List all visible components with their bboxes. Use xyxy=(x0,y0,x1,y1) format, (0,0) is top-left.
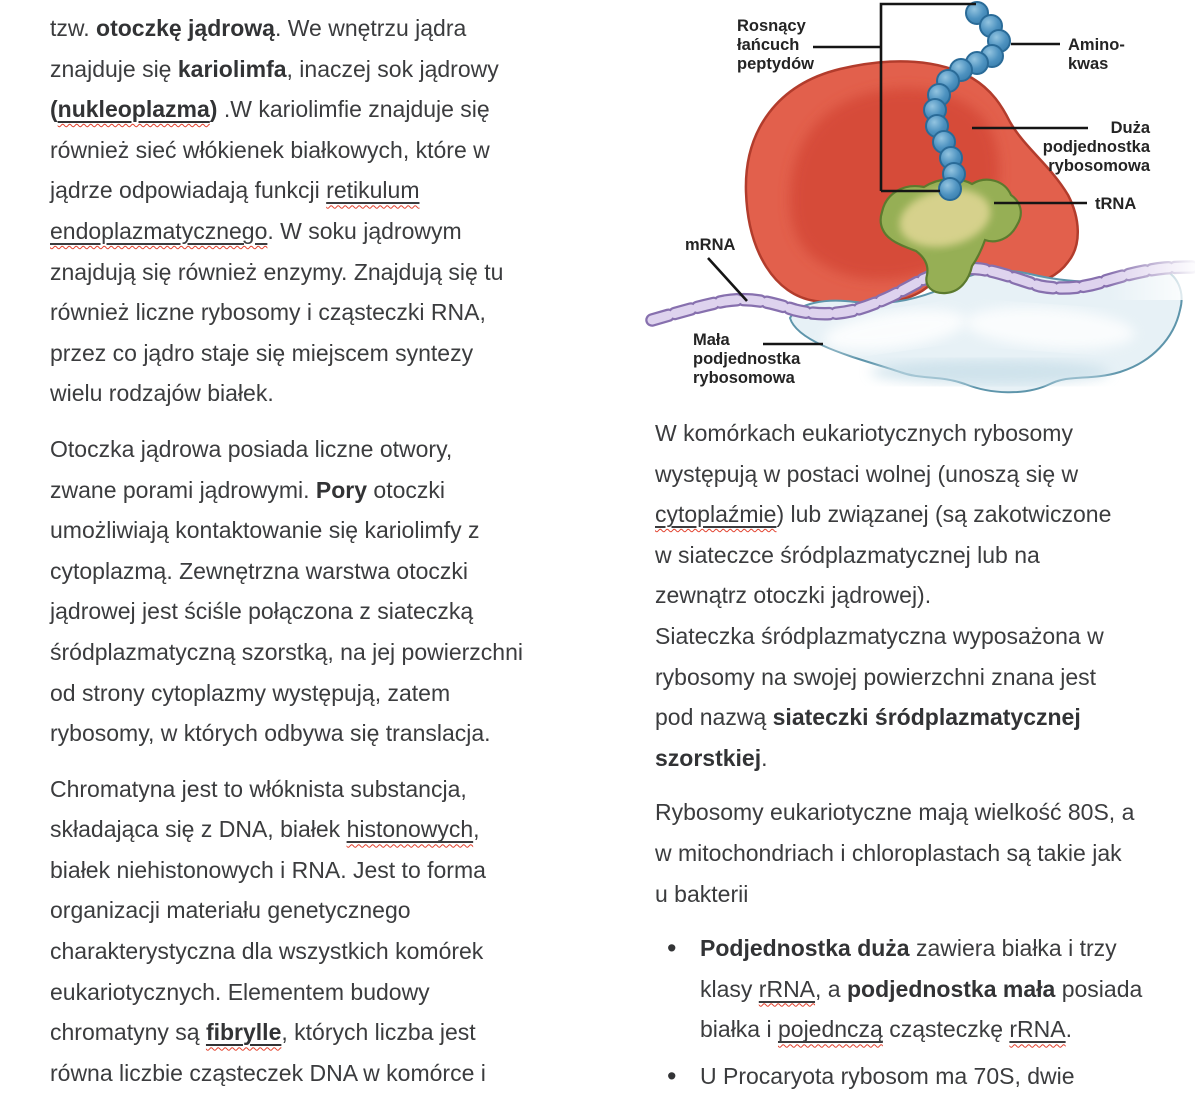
misspelled-term: nukleoplazma xyxy=(57,96,210,123)
text-line xyxy=(50,170,610,211)
text-run: . We wnętrzu jądra xyxy=(274,15,467,41)
text-run: Chromatyna jest to włóknista substancja, xyxy=(50,775,467,802)
text-line xyxy=(50,8,610,49)
right-text-column xyxy=(655,413,1195,1103)
misspelled-term: rRNA xyxy=(758,975,816,1002)
text-run: cytoplazmą. Zewnętrzna warstwa otoczki xyxy=(50,557,468,584)
text-run: , xyxy=(473,816,480,843)
text-run: jądrowej jest ściśle połączona z siateczką xyxy=(50,598,474,625)
text-line xyxy=(655,697,1195,738)
text-run: . W soku jądrowym xyxy=(267,217,462,244)
text-line xyxy=(50,429,610,470)
left-text-column xyxy=(50,8,610,1108)
text-run: zawiera białka i trzy xyxy=(909,935,1117,962)
text-run: białka i xyxy=(700,1016,778,1043)
text-run: zewnątrz otoczki jądrowej). xyxy=(655,582,932,609)
label-growing-chain: Rosnący xyxy=(737,17,806,35)
bold-term: kariolimfa xyxy=(177,55,287,82)
text-run: u bakterii xyxy=(655,880,749,907)
text-run: eukariotycznych. Elementem budowy xyxy=(50,978,430,1005)
text-run: pod nazwą xyxy=(655,704,773,731)
label-trna: tRNA xyxy=(1095,195,1137,213)
underlined-term xyxy=(326,177,419,203)
label-growing-chain: łańcuch xyxy=(737,36,800,54)
text-line xyxy=(700,1009,1195,1050)
text-run: organizacji materiału genetycznego xyxy=(50,897,411,924)
bold-term: Pory xyxy=(315,476,368,503)
text-run: równa liczbie cząsteczek DNA w komórce i xyxy=(50,1059,486,1086)
label-mrna: mRNA xyxy=(685,236,736,254)
text-line xyxy=(50,769,610,810)
text-run: jądrze odpowiadają funkcji xyxy=(50,177,327,204)
text-run: umożliwiają kontaktowanie się kariolimfy z xyxy=(50,517,480,544)
text-run: składająca się z DNA, białek xyxy=(50,816,347,843)
paragraph xyxy=(655,792,1195,914)
text-line xyxy=(50,211,610,252)
text-line xyxy=(655,657,1195,698)
label-amino-acid: kwas xyxy=(1068,55,1109,73)
text-line xyxy=(50,591,610,632)
underlined-term xyxy=(1009,1016,1065,1042)
bold-term: siateczki śródplazmatycznej xyxy=(772,704,1081,731)
text-line xyxy=(50,551,610,592)
text-line xyxy=(50,673,610,714)
text-line xyxy=(50,713,610,754)
misspelled-term: retikulum xyxy=(326,177,420,204)
underlined-term xyxy=(655,501,776,527)
text-line xyxy=(655,413,1195,454)
text-run: w siateczce śródplazmatycznej lub na xyxy=(655,541,1040,568)
text-line xyxy=(50,510,610,551)
text-run: , a xyxy=(815,975,847,1002)
text-line xyxy=(50,972,610,1013)
text-run: białek niehistonowych i RNA. Jest to forma xyxy=(50,856,486,883)
text-run: . xyxy=(761,744,768,771)
text-line xyxy=(50,1012,610,1053)
text-run: , których liczba jest xyxy=(281,1019,476,1046)
text-line xyxy=(655,454,1195,495)
text-run: . xyxy=(1065,1016,1073,1043)
paragraph xyxy=(655,413,1195,778)
text-line xyxy=(50,632,610,673)
text-run: Otoczka jądrowa posiada liczne otwory, xyxy=(50,435,453,462)
label-small-subunit: podjednostka xyxy=(693,350,801,368)
text-line xyxy=(655,535,1195,576)
text-run: chromatyny są xyxy=(50,1019,206,1046)
text-run: , inaczej sok jądrowy xyxy=(286,55,499,82)
text-line xyxy=(50,373,610,414)
text-line xyxy=(50,89,610,130)
text-run: od strony cytoplazmy występują, zatem xyxy=(50,679,451,706)
text-run: znajduje się xyxy=(50,55,178,82)
ribosome-diagram xyxy=(640,0,1195,400)
text-run: klasy xyxy=(700,975,759,1002)
underlined-term xyxy=(347,816,474,842)
text-run: ) lub związanej (są zakotwiczone xyxy=(776,501,1112,528)
text-run: Siateczka śródplazmatyczna wyposażona w xyxy=(655,622,1104,649)
underlined-term xyxy=(759,976,815,1002)
text-run: tzw. xyxy=(50,15,97,41)
text-line xyxy=(50,252,610,293)
underlined-term xyxy=(58,96,210,122)
text-line xyxy=(700,928,1195,969)
bold-term: ( xyxy=(50,96,58,123)
text-run: otoczki xyxy=(367,476,445,503)
text-line xyxy=(50,130,610,171)
misspelled-term: cytoplaźmie xyxy=(655,501,777,528)
text-line xyxy=(655,575,1195,616)
text-line xyxy=(50,292,610,333)
small-subunit-shade xyxy=(870,360,1110,384)
paragraph xyxy=(50,429,610,754)
text-line xyxy=(50,809,610,850)
text-line xyxy=(655,792,1195,833)
text-line xyxy=(50,470,610,511)
label-small-subunit: rybosomowa xyxy=(693,369,795,387)
text-line xyxy=(655,874,1195,915)
text-run: przez co jądro staje się miejscem syntezy xyxy=(50,339,474,366)
text-run: zwane porami jądrowymi. xyxy=(50,476,316,503)
text-run: wielu rodzajów białek. xyxy=(50,380,274,407)
bullet-item xyxy=(655,1056,1195,1097)
underlined-term xyxy=(206,1019,281,1045)
text-line xyxy=(655,833,1195,874)
text-line xyxy=(50,890,610,931)
text-line xyxy=(700,1056,1195,1097)
text-run: również liczne rybosomy i cząsteczki RNA, xyxy=(50,299,486,326)
text-run: posiada xyxy=(1055,975,1143,1002)
bold-term: podjednostka mała xyxy=(847,975,1056,1002)
text-run: W komórkach eukariotycznych rybosomy xyxy=(655,420,1073,446)
text-run: rybosomy na swojej powierzchni znana jest xyxy=(655,663,1097,690)
text-run: znajdują się również enzymy. Znajdują się tu xyxy=(50,258,504,285)
text-run: charakterystyczna dla wszystkich komórek xyxy=(50,938,484,965)
text-run: w mitochondriach i chloroplastach są takie jak xyxy=(655,839,1122,866)
label-large-subunit: Duża xyxy=(1110,119,1150,137)
text-run: cząsteczkę xyxy=(882,1016,1010,1043)
label-growing-chain: peptydów xyxy=(737,55,814,73)
text-line xyxy=(655,494,1195,535)
text-run: .W kariolimfie znajduje się xyxy=(217,96,490,123)
bullet-item xyxy=(655,928,1195,1050)
text-run: śródplazmatyczną szorstką, na jej powierzchni xyxy=(50,638,523,665)
text-run: występują w postaci wolnej (unoszą się w xyxy=(655,460,1079,487)
misspelled-term: rRNA xyxy=(1009,1016,1066,1043)
bold-term: ) xyxy=(209,96,218,123)
paragraph xyxy=(50,769,610,1094)
bold-term: otoczkę jądrową xyxy=(96,15,275,41)
mrna-fade xyxy=(1108,246,1195,300)
label-amino-acid: Amino- xyxy=(1068,36,1125,54)
misspelled-term: fibrylle xyxy=(205,1019,282,1046)
paragraph xyxy=(50,8,610,414)
label-large-subunit: rybosomowa xyxy=(1048,157,1150,175)
underlined-term xyxy=(778,1016,883,1042)
text-run: U Procaryota rybosom ma 70S, dwie xyxy=(700,1062,1075,1089)
text-line xyxy=(50,1053,610,1094)
text-line xyxy=(50,931,610,972)
text-line xyxy=(655,616,1195,657)
bold-term: szorstkiej xyxy=(655,744,762,771)
text-line xyxy=(700,969,1195,1010)
label-small-subunit: Mała xyxy=(693,331,730,349)
misspelled-term: pojednczą xyxy=(777,1016,883,1043)
text-line xyxy=(655,738,1195,779)
text-line xyxy=(50,49,610,90)
text-run: rybosomy, w których odbywa się translacja. xyxy=(50,720,491,747)
text-run: Rybosomy eukariotyczne mają wielkość 80S, a xyxy=(655,799,1135,826)
label-large-subunit: podjednostka xyxy=(1042,138,1150,156)
text-run: również sieć włókienek białkowych, które w xyxy=(50,136,490,163)
text-line xyxy=(50,333,610,374)
peptide-bead xyxy=(939,178,961,200)
misspelled-term: histonowych xyxy=(346,816,474,843)
misspelled-term: endoplazmatycznego xyxy=(50,217,268,244)
text-line xyxy=(50,850,610,891)
underlined-term xyxy=(50,218,267,244)
bold-term: Podjednostka duża xyxy=(700,935,910,962)
